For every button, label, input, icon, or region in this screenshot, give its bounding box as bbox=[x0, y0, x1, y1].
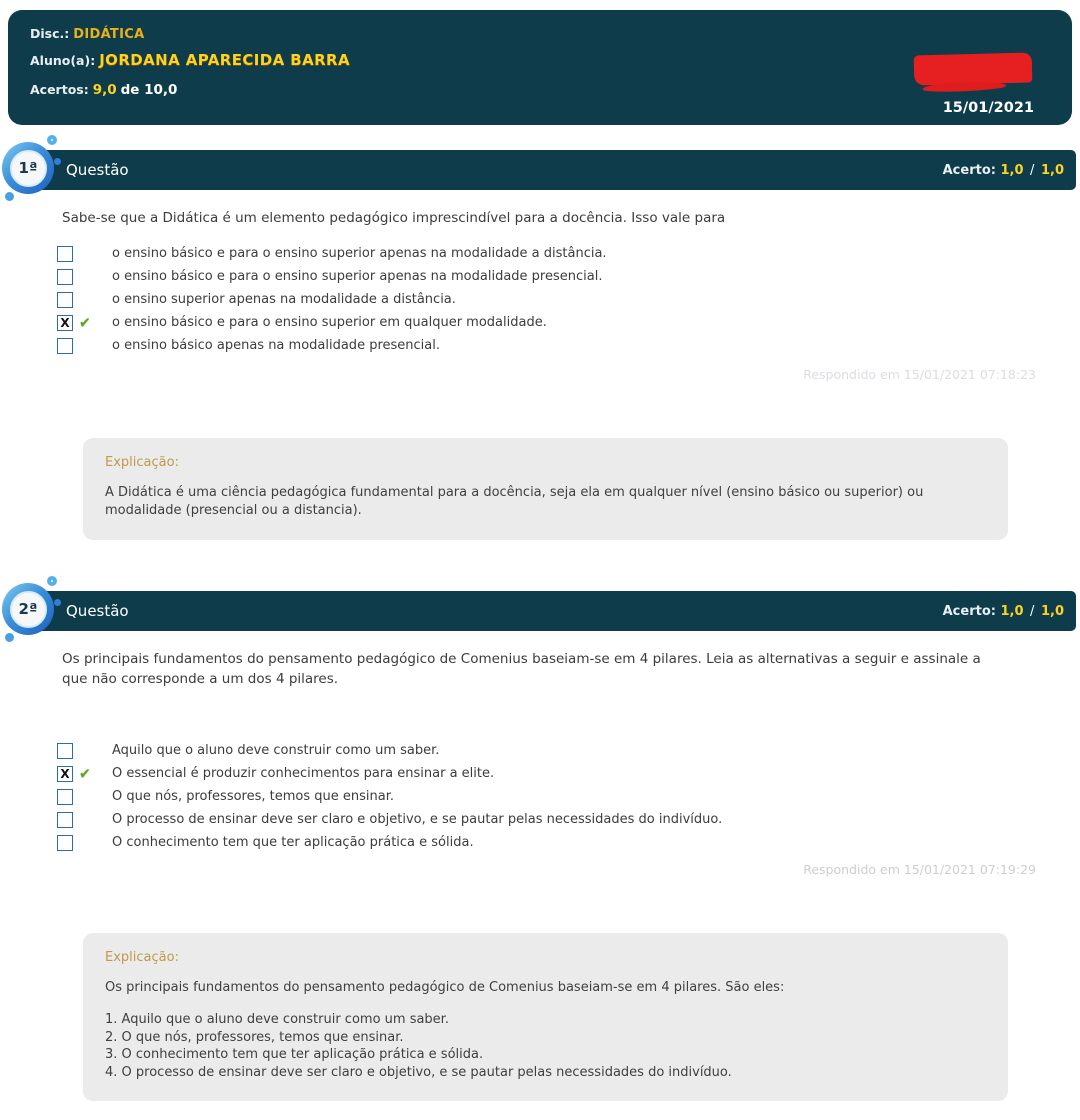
option-label: O processo de ensinar deve ser claro e objetivo, e se pautar pelas necessidades do indivíduo. bbox=[112, 812, 723, 827]
option-checkbox[interactable] bbox=[57, 835, 73, 851]
option-row bbox=[57, 288, 1076, 311]
explanation-label: Explicação: bbox=[105, 455, 179, 470]
explanation-items bbox=[105, 1011, 986, 1081]
option-checkbox-checked[interactable]: X bbox=[57, 315, 73, 331]
option-row bbox=[57, 334, 1076, 357]
option-label: O essencial é produzir conhecimentos para ensinar a elite. bbox=[112, 766, 495, 781]
explanation-label: Explicação: bbox=[105, 950, 179, 965]
option-label: O conhecimento tem que ter aplicação prática e sólida. bbox=[112, 835, 474, 850]
option-checkbox-checked[interactable]: X bbox=[57, 766, 73, 782]
options-list bbox=[57, 242, 1076, 357]
option-checkbox[interactable] bbox=[57, 338, 73, 354]
acerto-separator: / bbox=[1030, 162, 1035, 178]
question-header-bar bbox=[30, 150, 1076, 190]
question-body bbox=[30, 631, 1076, 1101]
question-body bbox=[30, 190, 1076, 540]
discipline-value: DIDÁTICA bbox=[73, 27, 145, 42]
discipline-label: Disc.: bbox=[30, 26, 70, 41]
option-label: o ensino básico apenas na modalidade presencial. bbox=[112, 338, 440, 353]
option-row bbox=[57, 808, 1076, 831]
student-name: JORDANA APARECIDA BARRA bbox=[99, 51, 350, 69]
question-text: Sabe-se que a Didática é um elemento pedagógico imprescindível para a docência. Isso vale para bbox=[62, 210, 726, 226]
option-row bbox=[57, 739, 1076, 762]
acerto-earned: 1,0 bbox=[1000, 162, 1024, 178]
question-number: 1ª bbox=[10, 150, 47, 187]
acerto-separator: / bbox=[1030, 603, 1035, 619]
explanation-text: A Didática é uma ciência pedagógica fundamental para a docência, seja ela em qualquer nível (ensino básico ou superior) ou modalidade (presencial ou a distancia). bbox=[105, 485, 924, 518]
question-number-badge bbox=[2, 142, 54, 194]
question-score bbox=[943, 163, 1064, 178]
bubble-ring-icon bbox=[47, 576, 57, 586]
correct-check-icon: ✔ bbox=[79, 765, 91, 782]
option-label: o ensino básico e para o ensino superior apenas na modalidade presencial. bbox=[112, 269, 603, 284]
option-row bbox=[57, 785, 1076, 808]
question-title: Questão bbox=[66, 602, 129, 620]
explanation-item: 3. O conhecimento tem que ter aplicação prática e sólida. bbox=[105, 1047, 484, 1062]
option-checkbox[interactable] bbox=[57, 789, 73, 805]
answered-timestamp: Respondido em 15/01/2021 07:19:29 bbox=[803, 862, 1036, 877]
explanation-box bbox=[83, 933, 1008, 1101]
option-checkbox[interactable] bbox=[57, 812, 73, 828]
bubble-dot-icon bbox=[5, 192, 14, 201]
question-text: Os principais fundamentos do pensamento pedagógico de Comenius baseiam-se em 4 pilares. Leia as alternativas a seguir e assinale a que não corresponde a um dos 4 pilares. bbox=[62, 651, 981, 687]
score-line bbox=[30, 82, 1050, 98]
score-label: Acertos: bbox=[30, 82, 89, 97]
exam-date: 15/01/2021 bbox=[942, 100, 1034, 116]
option-checkbox[interactable] bbox=[57, 246, 73, 262]
discipline-line bbox=[30, 26, 1050, 42]
option-row bbox=[57, 265, 1076, 288]
bubble-dot-icon bbox=[54, 158, 61, 165]
option-label: O que nós, professores, temos que ensinar. bbox=[112, 789, 395, 804]
explanation-item: 4. O processo de ensinar deve ser claro e objetivo, e se pautar pelas necessidades do indivíduo. bbox=[105, 1064, 732, 1080]
question-number: 2ª bbox=[10, 591, 47, 628]
explanation-box bbox=[83, 438, 1008, 540]
bubble-ring-icon bbox=[47, 135, 57, 145]
student-label: Aluno(a): bbox=[30, 53, 96, 68]
answered-timestamp: Respondido em 15/01/2021 07:18:23 bbox=[803, 367, 1036, 382]
option-label: o ensino superior apenas na modalidade a distância. bbox=[112, 292, 456, 307]
option-checkbox[interactable] bbox=[57, 269, 73, 285]
explanation-item: 1. Aquilo que o aluno deve construir como um saber. bbox=[105, 1012, 449, 1027]
options-list bbox=[57, 739, 1076, 854]
question-score bbox=[943, 604, 1064, 619]
option-label: o ensino básico e para o ensino superior em qualquer modalidade. bbox=[112, 315, 547, 330]
explanation-text: Os principais fundamentos do pensamento pedagógico de Comenius baseiam-se em 4 pilares. São eles: bbox=[105, 980, 785, 995]
redaction-scribble bbox=[914, 52, 1033, 85]
option-row bbox=[57, 242, 1076, 265]
question-1 bbox=[18, 150, 1076, 540]
option-row bbox=[57, 831, 1076, 854]
option-label: Aquilo que o aluno deve construir como um saber. bbox=[112, 743, 440, 758]
question-2 bbox=[18, 591, 1076, 1101]
acerto-label: Acerto: bbox=[942, 162, 996, 178]
option-checkbox[interactable] bbox=[57, 292, 73, 308]
acerto-total: 1,0 bbox=[1040, 162, 1064, 178]
bubble-dot-icon bbox=[54, 599, 61, 606]
acerto-earned: 1,0 bbox=[1000, 603, 1024, 619]
student-line bbox=[30, 51, 1050, 69]
score-total: de 10,0 bbox=[120, 82, 178, 98]
correct-check-icon: ✔ bbox=[79, 314, 91, 331]
acerto-label: Acerto: bbox=[942, 603, 996, 619]
question-number-badge bbox=[2, 583, 54, 635]
acerto-total: 1,0 bbox=[1040, 603, 1064, 619]
bubble-dot-icon bbox=[5, 633, 14, 642]
option-row bbox=[57, 311, 1076, 334]
option-label: o ensino básico e para o ensino superior apenas na modalidade a distância. bbox=[112, 246, 607, 261]
score-value: 9,0 bbox=[92, 82, 117, 98]
question-header-bar bbox=[30, 591, 1076, 631]
option-checkbox[interactable] bbox=[57, 743, 73, 759]
option-row bbox=[57, 762, 1076, 785]
explanation-item: 2. O que nós, professores, temos que ensinar. bbox=[105, 1029, 404, 1045]
exam-summary-card bbox=[8, 10, 1072, 125]
question-title: Questão bbox=[66, 161, 129, 179]
